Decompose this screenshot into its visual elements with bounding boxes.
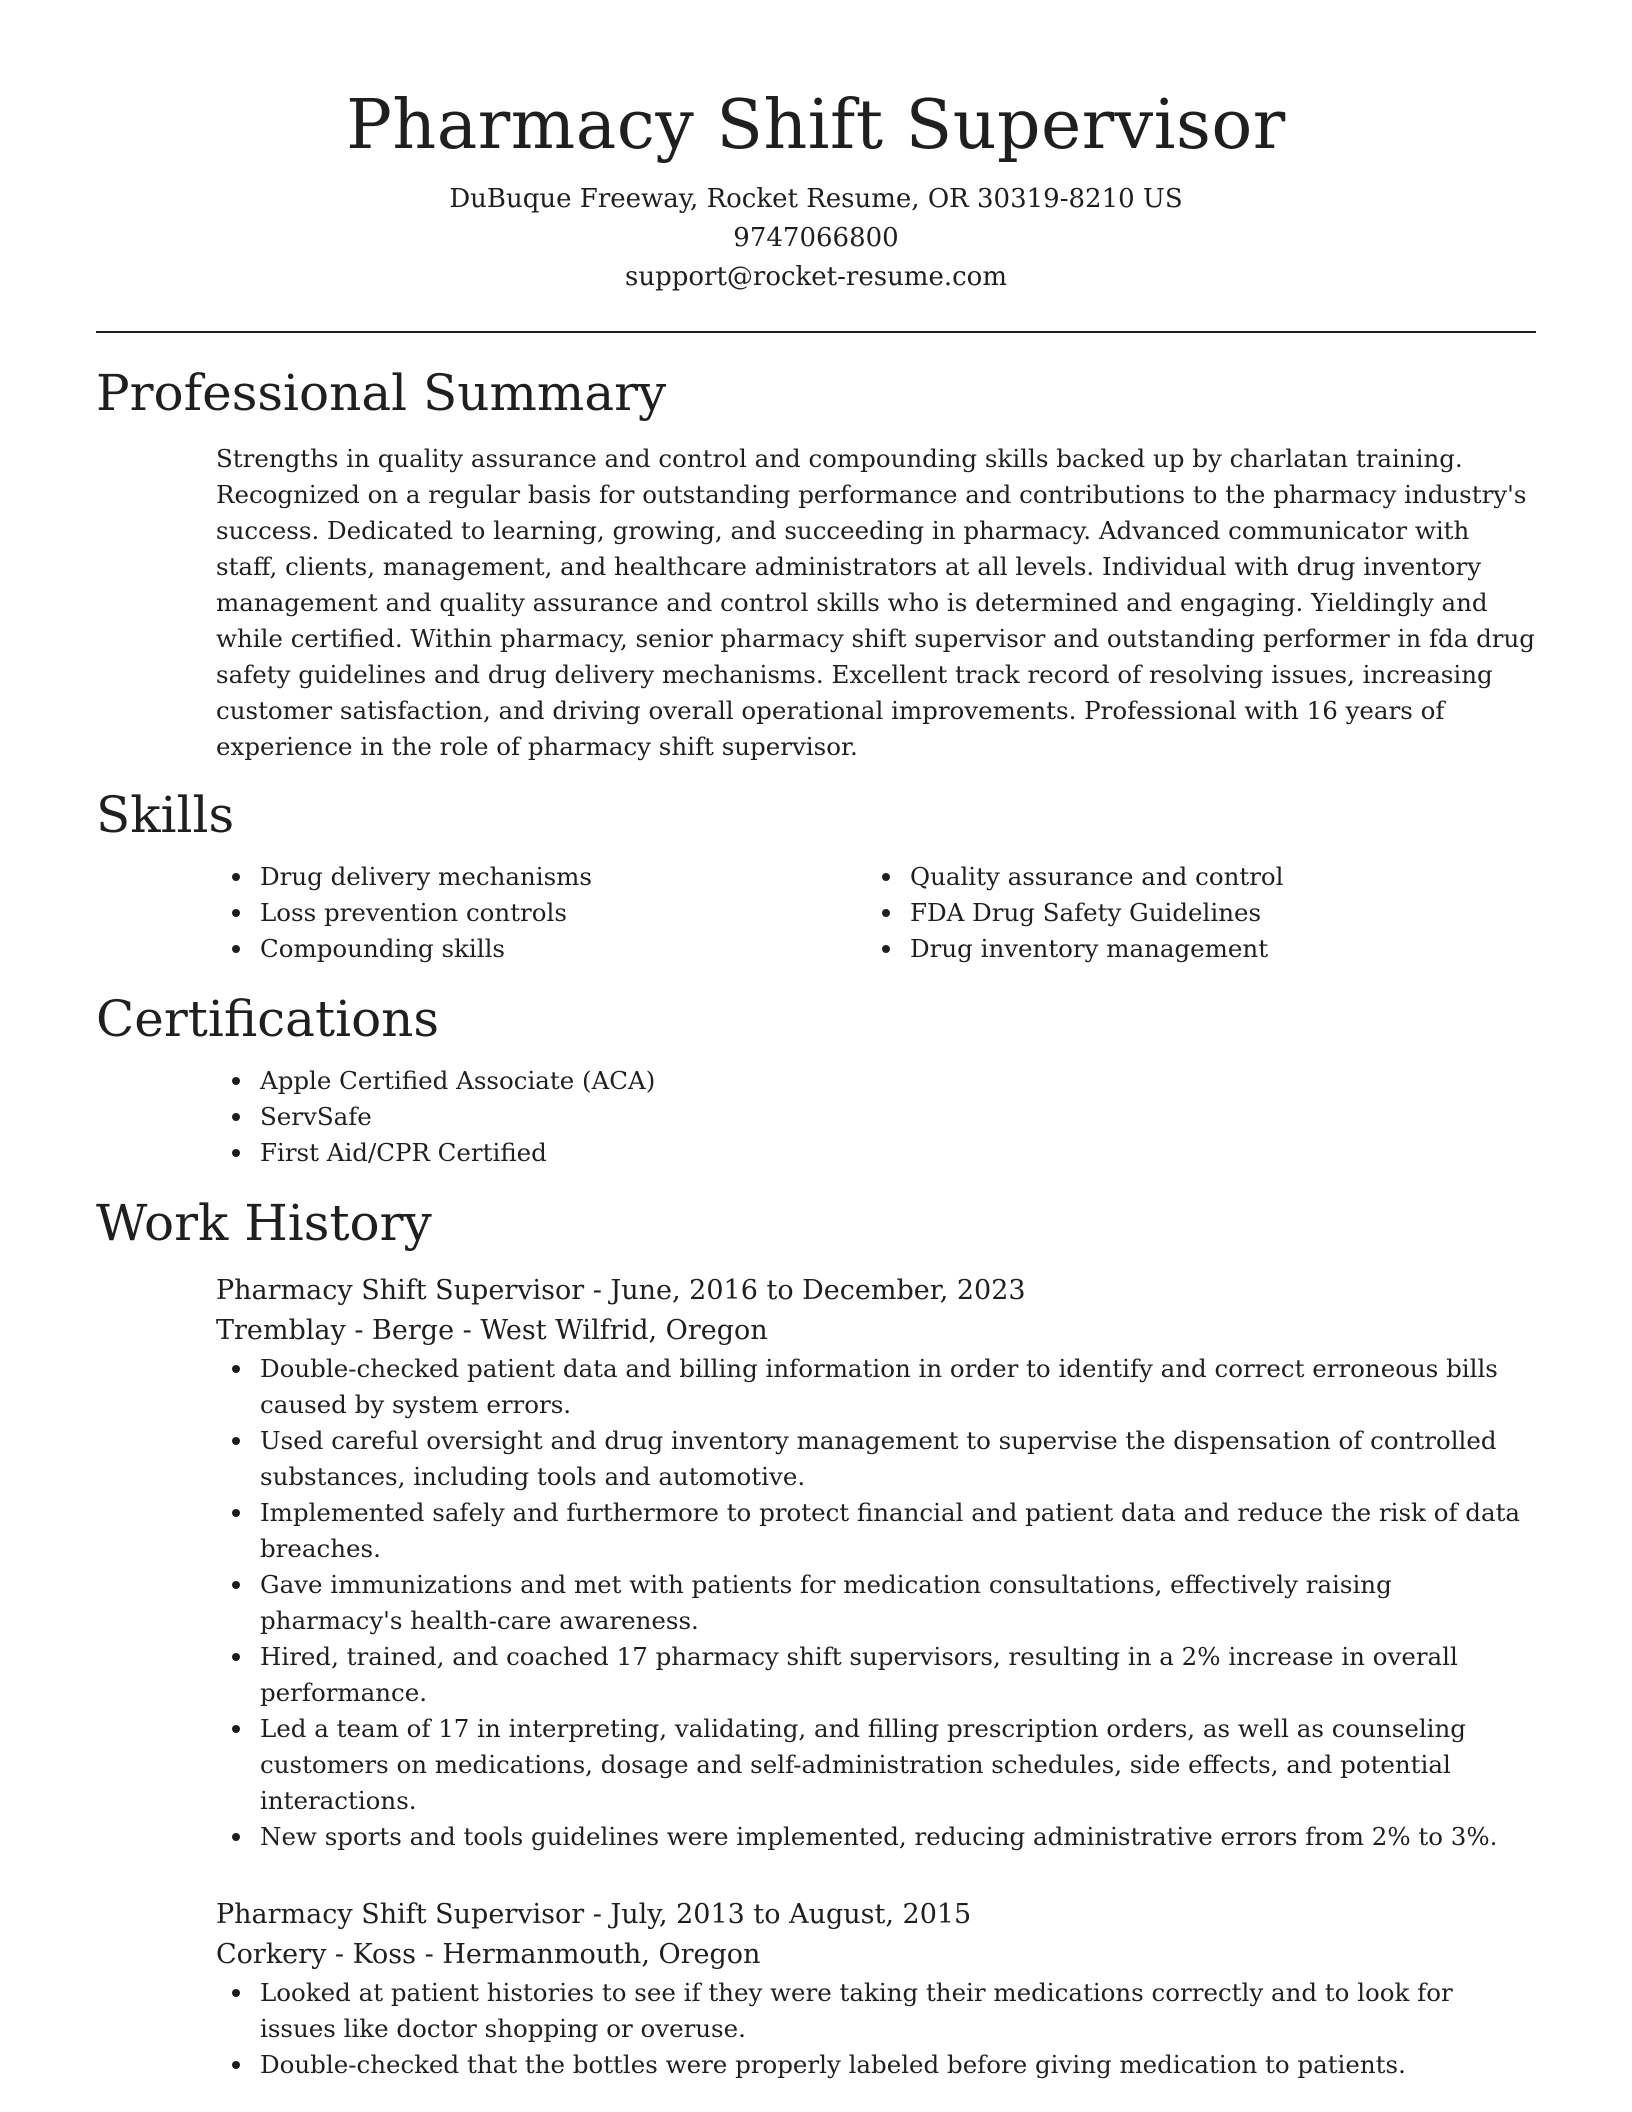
resume-page <box>96 0 1536 2083</box>
responsibility-item: Double-checked patient data and billing information in order to identify and correct erroneous bills caused by system errors. <box>260 1351 1536 1423</box>
skill-item: Compounding skills <box>260 931 866 967</box>
skills-column-right <box>866 859 1516 967</box>
responsibility-item: Gave immunizations and met with patients for medication consultations, effectively raising pharmacy's health-care awareness. <box>260 1567 1536 1639</box>
job-location: - Hermanmouth, Oregon <box>416 1939 761 1970</box>
job-role: Pharmacy Shift Supervisor <box>216 1899 585 1930</box>
job-company-line <box>216 1935 1536 1975</box>
job-company-line <box>216 1311 1536 1351</box>
contact-block <box>96 180 1536 297</box>
responsibility-item: Implemented safely and furthermore to protect financial and patient data and reduce the risk of data breaches. <box>260 1495 1536 1567</box>
job-role: Pharmacy Shift Supervisor <box>216 1275 585 1306</box>
contact-email: support@rocket-resume.com <box>624 262 1007 292</box>
certification-item: ServSafe <box>260 1099 1536 1135</box>
contact-address: DuBuque Freeway, Rocket Resume, OR 30319-8210 US <box>449 184 1183 214</box>
skills-column-left <box>216 859 866 967</box>
skills-section <box>96 785 1536 967</box>
job-company: Tremblay - Berge <box>216 1315 455 1346</box>
certification-item: First Aid/CPR Certified <box>260 1135 1536 1171</box>
job-responsibilities <box>216 1975 1536 2083</box>
responsibility-item: Looked at patient histories to see if they were taking their medications correctly and to look for issues like doctor shopping or overuse. <box>260 1975 1536 2047</box>
skills-title: Skills <box>96 786 235 844</box>
responsibility-item: Hired, trained, and coached 17 pharmacy shift supervisors, resulting in a 2% increase in overall performance. <box>260 1639 1536 1711</box>
certification-item: Apple Certified Associate (ACA) <box>260 1063 1536 1099</box>
job-dates: - July, 2013 to August, 2015 <box>584 1899 972 1930</box>
job-company: Corkery - Koss <box>216 1939 417 1970</box>
skill-item: Drug inventory management <box>910 931 1516 967</box>
job-dates: - June, 2016 to December, 2023 <box>584 1275 1026 1306</box>
skills-columns <box>216 859 1536 967</box>
resume-header <box>96 0 1536 297</box>
job-location: - West Wilfrid, Oregon <box>454 1315 768 1346</box>
job-title-line <box>216 1271 1536 1311</box>
skill-item: Drug delivery mechanisms <box>260 859 866 895</box>
responsibility-item: Used careful oversight and drug inventory management to supervise the dispensation of controlled substances, including tools and automotive. <box>260 1423 1536 1495</box>
job-responsibilities <box>216 1351 1536 1855</box>
responsibility-item: Double-checked that the bottles were properly labeled before giving medication to patients. <box>260 2047 1536 2083</box>
header-divider <box>96 331 1536 333</box>
skill-item: Quality assurance and control <box>910 859 1516 895</box>
summary-title: Professional Summary <box>96 364 667 422</box>
summary-text: Strengths in quality assurance and control and compounding skills backed up by charlatan training. Recognized on a regular basis for outstanding performance and contributions to the pharmacy industry's success. Dedicated to learning, growing, and succeeding in pharmacy. Advanced communicator with staff, clients, management, and healthcare administrators at all levels. Individual with drug inventory management and quality assurance and control skills who is determined and engaging. Yieldingly and while certified. Within pharmacy, senior pharmacy shift supervisor and outstanding performer in fda drug safety guidelines and drug delivery mechanisms. Excellent track record of resolving issues, increasing customer satisfaction, and driving overall operational improvements. Professional with 16 years of experience in the role of pharmacy shift supervisor. <box>216 444 1535 761</box>
candidate-name: Pharmacy Shift Supervisor <box>346 86 1286 165</box>
work-history-title: Work History <box>96 1194 432 1252</box>
job-entry <box>216 1895 1536 2083</box>
responsibility-item: New sports and tools guidelines were implemented, reducing administrative errors from 2% to 3%. <box>260 1819 1536 1855</box>
certifications-list <box>216 1063 1536 1171</box>
job-entry <box>216 1271 1536 1855</box>
summary-section <box>96 363 1536 765</box>
contact-phone: 9747066800 <box>733 223 899 253</box>
job-title-line <box>216 1895 1536 1935</box>
skill-item: FDA Drug Safety Guidelines <box>910 895 1516 931</box>
work-history-section <box>96 1193 1536 2083</box>
certifications-section <box>96 989 1536 1171</box>
responsibility-item: Led a team of 17 in interpreting, validating, and filling prescription orders, as well as counseling customers on medications, dosage and self-administration schedules, side effects, and potential interactions. <box>260 1711 1536 1819</box>
certifications-title: Certifications <box>96 990 440 1048</box>
skill-item: Loss prevention controls <box>260 895 866 931</box>
